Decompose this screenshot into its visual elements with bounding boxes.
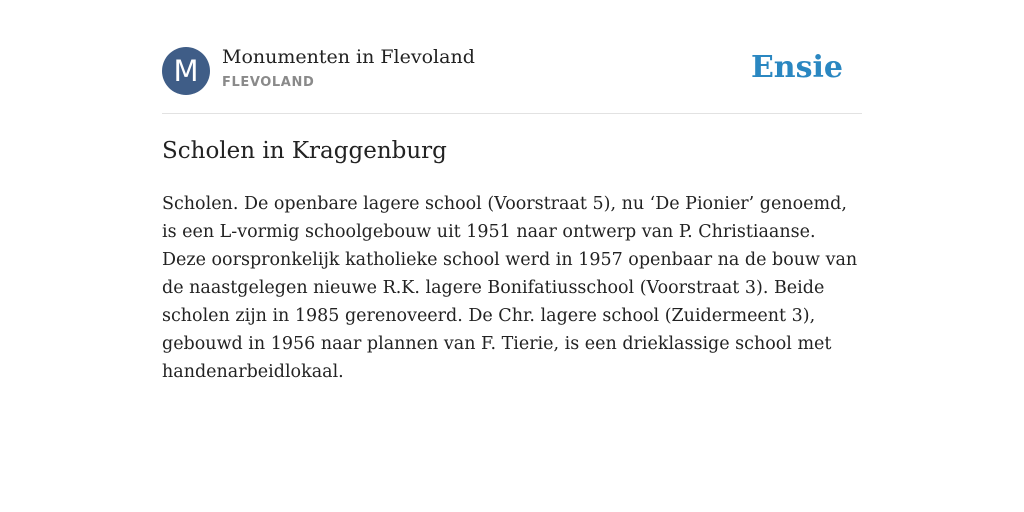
article-body: Scholen. De openbare lagere school (Voorstraat 5), nu ‘De Pionier’ genoemd, is een L-vormig schoolgebouw uit 1951 naar ontwerp van P. Christiaanse. Deze oorspronkelijk katholieke school werd in 1957 openbaar na de bouw van de naastgelegen nieuwe R.K. lagere Bonifatiusschool (Voorstraat 3). Beide scholen zijn in 1985 gerenoveerd. De Chr. lagere school (Zuidermeent 3), gebouwd in 1956 naar plannen van F. Tierie, is een drieklassige school met handenarbeidlokaal. [162, 194, 858, 382]
header [162, 46, 862, 96]
ensie-logo[interactable]: Ensie [750, 50, 843, 85]
avatar[interactable]: M [162, 47, 210, 95]
divider [162, 113, 862, 114]
page-title: Scholen in Kraggenburg [162, 138, 447, 164]
source-name[interactable]: Monumenten in Flevoland [222, 46, 475, 68]
source-subtitle[interactable]: FLEVOLAND [222, 75, 315, 90]
